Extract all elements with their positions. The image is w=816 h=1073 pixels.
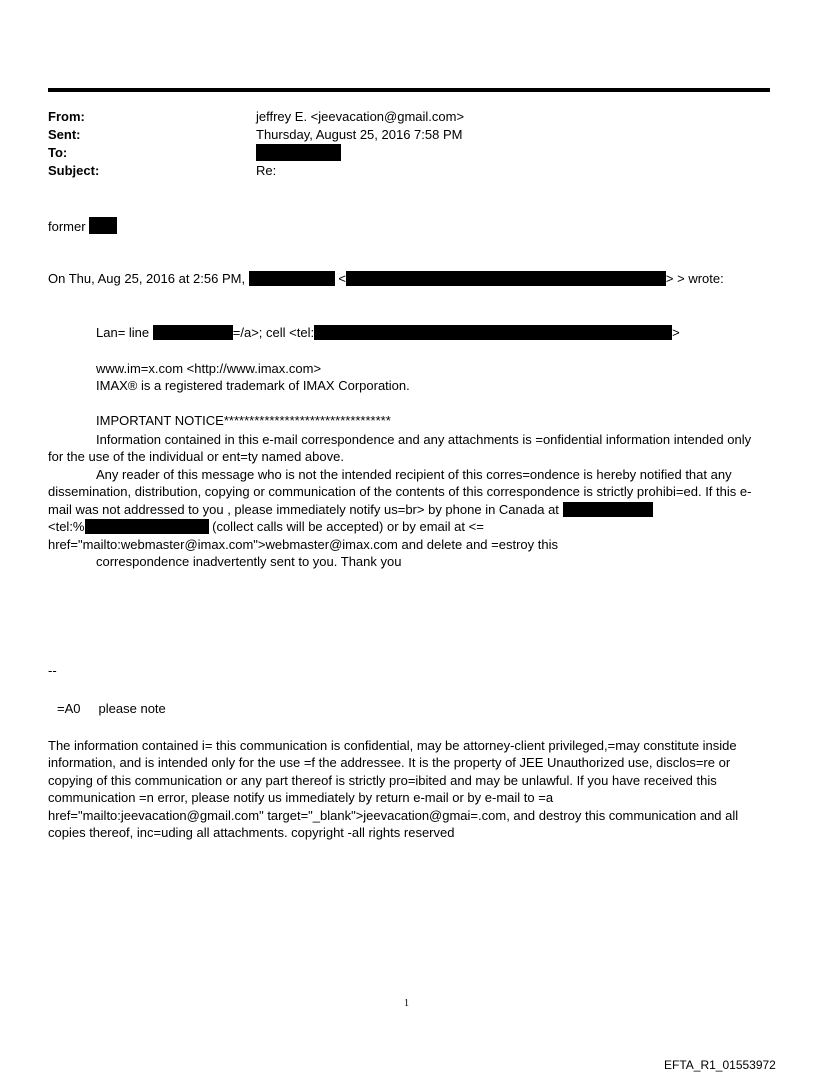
redaction-block bbox=[249, 271, 335, 286]
notice-p2-text-b: (collect calls will be accepted) or by email at <= bbox=[212, 519, 484, 535]
page-number: 1 bbox=[404, 998, 409, 1009]
landline-line bbox=[96, 325, 680, 341]
notice-paragraph-1 bbox=[48, 431, 764, 466]
imax-url: www.im=x.com <http://www.imax.com> bbox=[96, 361, 322, 376]
landline-mid: =/a>; cell <tel: bbox=[232, 325, 315, 340]
bates-number: EFTA_R1_01553972 bbox=[664, 1058, 776, 1072]
signature-dashes: -- bbox=[48, 663, 57, 678]
to-label: To: bbox=[48, 145, 68, 160]
quote-intro-start: On Thu, Aug 25, 2016 at 2:56 PM, bbox=[48, 271, 246, 286]
redaction-block bbox=[153, 325, 233, 340]
notice-p2-text-d: correspondence inadvertently sent to you. Thank you bbox=[96, 554, 402, 570]
notice-p2-line-b bbox=[48, 518, 764, 535]
greeting-text: former bbox=[48, 219, 86, 234]
redaction-block bbox=[256, 144, 341, 161]
quote-intro-line bbox=[48, 271, 724, 287]
imax-trademark: IMAX® is a registered trademark of IMAX Corporation. bbox=[96, 378, 410, 393]
quote-intro-end: > > wrote: bbox=[665, 271, 724, 286]
notice-p2-line-a bbox=[48, 466, 764, 518]
redaction-block bbox=[85, 519, 209, 534]
redaction-block bbox=[314, 325, 672, 340]
sent-label: Sent: bbox=[48, 127, 81, 142]
notice-p2-text-c: href="mailto:webmaster@imax.com">webmaster@imax.com and delete and =estroy this bbox=[48, 536, 558, 552]
subject-label: Subject: bbox=[48, 163, 100, 178]
landline-end: > bbox=[672, 325, 680, 340]
notice-p2-tel: <tel:% bbox=[48, 519, 85, 535]
subject-value: Re: bbox=[256, 163, 277, 178]
redaction-block bbox=[563, 502, 653, 517]
notice-p1-text: Information contained in this e-mail correspondence and any attachments is =onfidential information intended only for the use of the individual or ent=ty named above. bbox=[48, 432, 752, 465]
from-value: jeffrey E. <jeevacation@gmail.com> bbox=[256, 109, 465, 124]
redaction-block bbox=[89, 217, 117, 234]
signature-note: =A0 please note bbox=[57, 701, 166, 716]
sent-value: Thursday, August 25, 2016 7:58 PM bbox=[256, 127, 463, 142]
disclaimer-paragraph bbox=[48, 737, 764, 841]
landline-start: Lan= line bbox=[96, 325, 150, 340]
notice-title: IMPORTANT NOTICE********************************* bbox=[96, 413, 391, 428]
quote-intro-lt: < bbox=[338, 271, 346, 286]
to-value bbox=[256, 144, 341, 162]
from-label: From: bbox=[48, 109, 85, 124]
header-rule bbox=[48, 88, 770, 92]
redaction-block bbox=[346, 271, 666, 286]
notice-paragraph-2 bbox=[48, 466, 764, 570]
notice-p2-text-a: Any reader of this message who is not the intended recipient of this corres=ondence is hereby notified that any dissemination, distribution, copying or communication of the contents of this correspondence is strictly prohibi=ed. If this e-mail was not addressed to you , please immediately notify us=br> by phone in Canada at bbox=[48, 467, 752, 517]
greeting-line bbox=[48, 217, 117, 235]
disclaimer-text: The information contained i= this communication is confidential, may be attorney-client privileged,=may constitute inside information, and is intended only for the use =f the addressee. It is the property of JEE Unauthorized use, disclos=re or copying of this communication or any part thereof is strictly pro=ibited and may be unlawful. If you have received this communication =n error, please notify us immediately by return e-mail or by e-mail to =a href="mailto:jeevacation@gmail.com" target="_blank">jeevacation@gmai=.com, and destroy this communication and all copies thereof, inc=uding all attachments. copyright -all rights reserved bbox=[48, 738, 739, 841]
